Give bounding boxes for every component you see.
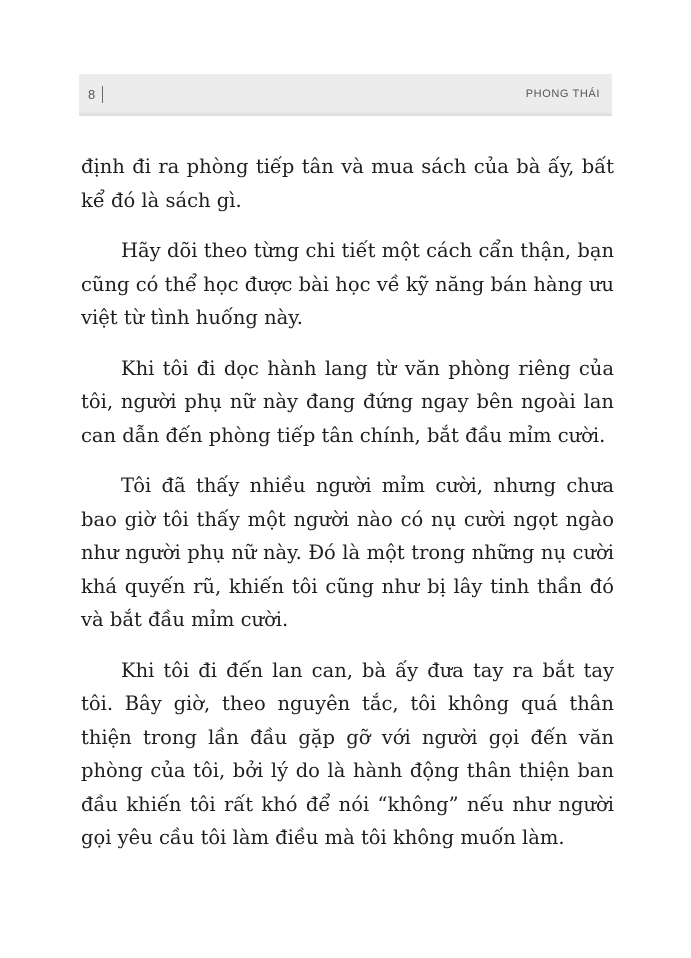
paragraph: Khi tôi đi dọc hành lang từ văn phòng riêng của tôi, người phụ nữ này đang đứng ngay bên ngoài lan can dẫn đến phòng tiếp tân chính, bắt đầu mỉm cười. bbox=[81, 356, 614, 447]
paragraph: Khi tôi đi đến lan can, bà ấy đưa tay ra bắt tay tôi. Bây giờ, theo nguyên tắc, tôi không quá thân thiện trong lần đầu gặp gỡ với người gọi đến văn phòng của tôi, bởi lý do là hành động thân thiện ban đầu khiến tôi rất khó để nói “không” nếu như người gọi yêu cầu tôi làm điều mà tôi không muốn làm. bbox=[81, 658, 614, 849]
book-title: PHONG THÁI bbox=[525, 88, 600, 100]
paragraph: Hãy dõi theo từng chi tiết một cách cẩn thận, bạn cũng có thể học được bài học về kỹ năng bán hàng ưu việt từ tình huống này. bbox=[81, 239, 614, 329]
paragraph-continuation: định đi ra phòng tiếp tân và mua sách của bà ấy, bất kể đó là sách gì. bbox=[81, 155, 614, 212]
header-divider bbox=[102, 86, 103, 103]
page-number: 8 bbox=[88, 87, 96, 102]
running-header bbox=[79, 74, 612, 116]
body-text bbox=[81, 150, 614, 872]
paragraph: Tôi đã thấy nhiều người mỉm cười, nhưng chưa bao giờ tôi thấy một người nào có nụ cười ngọt ngào như người phụ nữ này. Đó là một trong những nụ cười khá quyến rũ, khiến tôi cũng như bị lây tinh thần đó và bắt đầu mỉm cười. bbox=[81, 474, 614, 631]
